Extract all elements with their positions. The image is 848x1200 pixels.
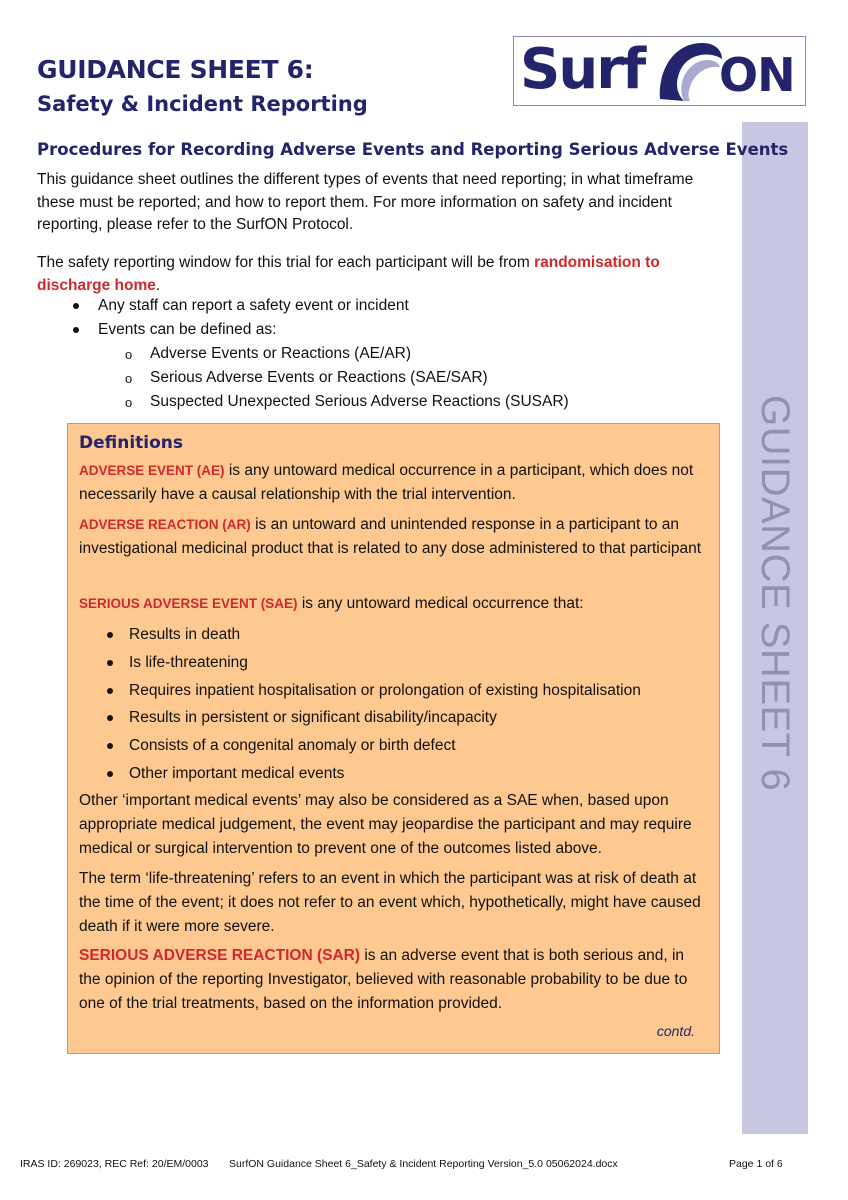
list-item	[79, 704, 699, 732]
safety-window-highlight: randomisation to discharge home	[37, 254, 660, 294]
footer-ids: IRAS ID: 269023, REC Ref: 20/EM/0003	[20, 1158, 209, 1170]
life-threatening-paragraph: The term ‘life-threatening’ refers to an event in which the participant was at risk of death at the time of the event; it does not refer to an event which, hypothetically, might have caused death if it were more severe.	[79, 870, 701, 935]
logo-text-surf: Surf	[520, 37, 645, 102]
list-item	[79, 649, 699, 677]
bullet-icon	[107, 715, 113, 721]
list-item-text: Is life-threatening	[129, 653, 248, 671]
list-item-text: Requires inpatient hospitalisation or prolongation of existing hospitalisation	[129, 681, 641, 699]
sub-list-item-text: Serious Adverse Events or Reactions (SAE/SAR)	[150, 369, 488, 386]
circle-bullet-icon: o	[125, 371, 133, 386]
sub-list-item	[37, 342, 717, 366]
safety-window-suffix: .	[155, 276, 161, 294]
ar-text: is an untoward and unintended response in a participant to an investigational medicinal product that is related to any dose administered to that participant	[79, 516, 702, 557]
list-item	[79, 677, 699, 705]
list-item	[37, 318, 717, 342]
side-tab-label: GUIDANCE SHEET 6	[753, 395, 797, 792]
section-heading: Procedures for Recording Adverse Events and Reporting Serious Adverse Events	[37, 140, 789, 159]
list-item-text: Consists of a congenital anomaly or birth defect	[129, 737, 456, 755]
ae-definition	[79, 459, 704, 507]
safety-window-paragraph	[37, 252, 727, 297]
bullet-icon	[107, 688, 113, 694]
sae-outcome-list	[79, 621, 699, 788]
list-item	[79, 621, 699, 649]
sar-text: is an adverse event that is both serious and, in the opinion of the reporting Investigator, believed with reasonable probability to be due to one of the trial treatments, based on the information provided.	[79, 947, 688, 1012]
sub-list-item	[37, 366, 717, 390]
bullet-icon	[107, 660, 113, 666]
continued-label: contd.	[656, 1023, 695, 1039]
safety-window-prefix: The safety reporting window for this trial for each participant will be from	[37, 254, 535, 271]
definitions-title: Definitions	[79, 433, 184, 453]
sub-list-item	[37, 390, 717, 414]
sar-term: SERIOUS ADVERSE REACTION (SAR)	[79, 947, 361, 964]
list-item	[79, 732, 699, 760]
bullet-icon	[73, 327, 79, 333]
circle-bullet-icon: o	[125, 395, 133, 410]
list-item	[79, 760, 699, 788]
page-title: GUIDANCE SHEET 6:	[37, 55, 314, 84]
bullet-icon	[73, 303, 79, 309]
definitions-box	[67, 423, 720, 1054]
ar-term: ADVERSE REACTION (AR)	[79, 517, 251, 532]
footer-page-number: Page 1 of 6	[729, 1158, 783, 1170]
sub-list-item-text: Adverse Events or Reactions (AE/AR)	[150, 345, 412, 362]
list-item-text: Results in death	[129, 626, 241, 643]
bullet-icon	[107, 743, 113, 749]
sar-definition	[79, 944, 704, 1016]
ae-text: is any untoward medical occurrence in a participant, which does not necessarily have a causal relationship with the trial intervention.	[79, 462, 694, 503]
surfon-logo	[513, 36, 806, 106]
sae-definition	[79, 592, 704, 616]
list-item	[37, 294, 717, 318]
circle-bullet-icon: o	[125, 347, 133, 362]
list-item-text: Other important medical events	[129, 764, 345, 782]
intro-paragraph: This guidance sheet outlines the different types of events that need reporting; in what timeframe these must be reported; and how to report them. For more information on safety and incident reporting, please refer to the SurfON Protocol.	[37, 171, 694, 233]
ar-definition	[79, 513, 704, 561]
list-item-text: Results in persistent or significant disability/incapacity	[129, 709, 497, 727]
side-tab	[742, 122, 808, 1134]
sae-term: SERIOUS ADVERSE EVENT (SAE)	[79, 596, 298, 611]
bullet-icon	[107, 632, 113, 638]
list-item-text: Events can be defined as:	[98, 321, 277, 338]
sub-list-item-text: Suspected Unexpected Serious Adverse Reactions (SUSAR)	[150, 393, 569, 410]
event-list	[37, 294, 717, 414]
bullet-icon	[107, 771, 113, 777]
important-events-paragraph: Other ‘important medical events’ may also be considered as a SAE when, based upon appropriate medical judgement, the event may jeopardise the participant and may require medical or surgical intervention to prevent one of the outcomes listed above.	[79, 792, 692, 857]
ae-term: ADVERSE EVENT (AE)	[79, 463, 225, 478]
footer-document-name: SurfON Guidance Sheet 6_Safety & Incident Reporting Version_5.0 05062024.docx	[229, 1158, 618, 1170]
wave-icon	[654, 37, 724, 105]
page-subtitle: Safety & Incident Reporting	[37, 92, 368, 116]
list-item-text: Any staff can report a safety event or incident	[98, 297, 409, 314]
logo-text-on: ON	[719, 48, 795, 102]
sae-text: is any untoward medical occurrence that:	[297, 595, 584, 612]
